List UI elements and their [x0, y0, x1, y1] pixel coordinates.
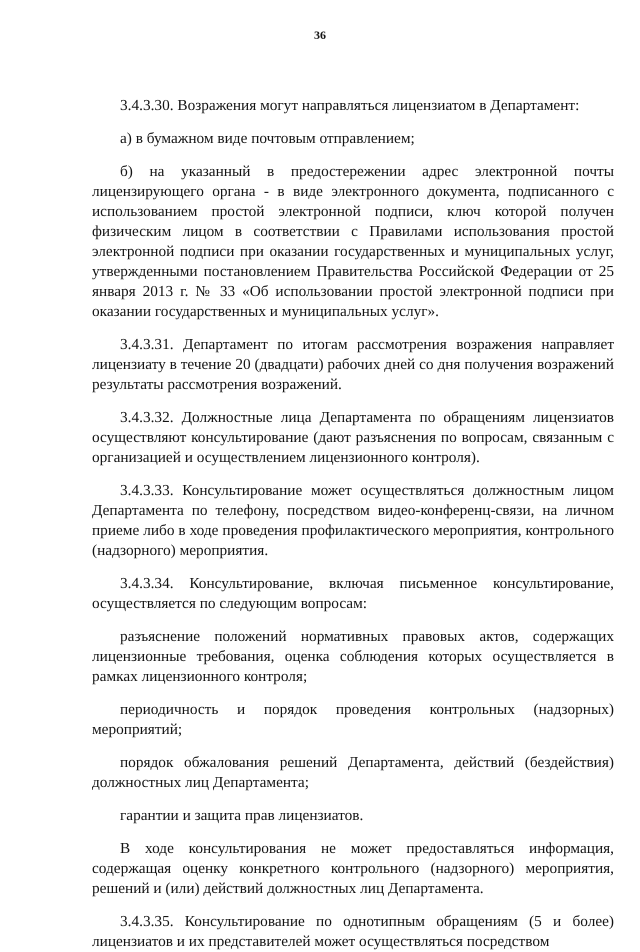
paragraph-restriction: В ходе консультирования не может предоставляться информация, содержащая оценку конкретного контрольного (надзорного) мероприятия, решений и (или) действий должностных лиц Департамента.: [92, 840, 614, 897]
paragraph-topic-guarantees: гарантии и защита прав лицензиатов.: [120, 807, 364, 824]
paragraph-3-4-3-35: 3.4.3.35. Консультирование по однотипным обращениям (5 и более) лицензиатов и их представителей может осуществляться посредством: [92, 913, 614, 950]
paragraph-item-a: а) в бумажном виде почтовым отправлением;: [120, 130, 415, 147]
paragraph-3-4-3-34: 3.4.3.34. Консультирование, включая письменное консультирование, осуществляется по следующим вопросам:: [92, 575, 614, 612]
paragraph-3-4-3-32: 3.4.3.32. Должностные лица Департамента по обращениям лицензиатов осуществляют консультирование (дают разъяснения по вопросам, связанным с организацией и осуществлением лицензионного контроля).: [92, 409, 614, 466]
paragraph-topic-periodicity: периодичность и порядок проведения контрольных (надзорных) мероприятий;: [92, 701, 614, 738]
paragraph-topic-appeal: порядок обжалования решений Департамента, действий (бездействия) должностных лиц Департамента;: [92, 754, 614, 791]
page-number: 36: [314, 28, 326, 42]
paragraph-topic-explanation: разъяснение положений нормативных правовых актов, содержащих лицензионные требования, оценка соблюдения которых осуществляется в рамках лицензионного контроля;: [92, 628, 614, 685]
paragraph-item-b: б) на указанный в предостережении адрес электронной почты лицензирующего органа - в виде электронного документа, подписанного с использованием простой электронной подписи, ключ которой получен физическим лицом в соответствии с Правилами использования простой электронной подписи при оказании государственных и муниципальных услуг, утвержденными постановлением Правительства Российской Федерации от 25 января 2013 г. № 33 «Об использовании простой электронной подписи при оказании государственных и муниципальных услуг».: [92, 163, 614, 320]
document-body: [92, 96, 614, 952]
paragraph-3-4-3-33: 3.4.3.33. Консультирование может осуществляться должностным лицом Департамента по телефону, посредством видео-конференц-связи, на личном приеме либо в ходе проведения профилактического мероприятия, контрольного (надзорного) мероприятия.: [92, 482, 614, 559]
paragraph-3-4-3-31: 3.4.3.31. Департамент по итогам рассмотрения возражения направляет лицензиату в течение 20 (двадцати) рабочих дней со дня получения возражений результаты рассмотрения возражений.: [92, 336, 614, 393]
paragraph-3-4-3-30: 3.4.3.30. Возражения могут направляться лицензиатом в Департамент:: [120, 97, 580, 114]
